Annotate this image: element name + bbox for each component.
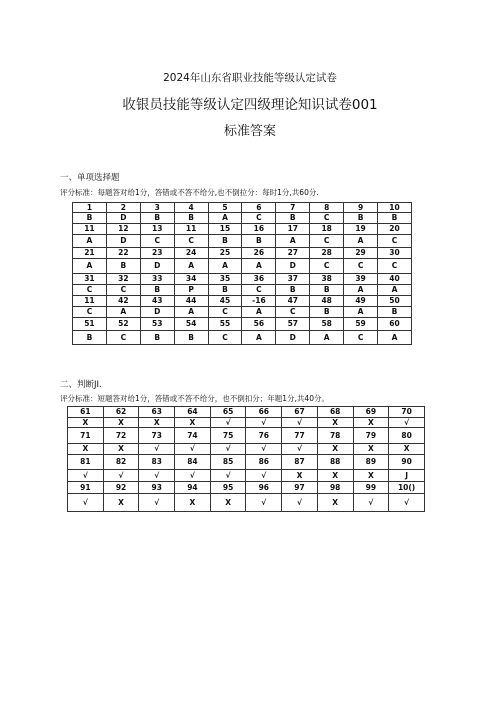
- answer-cell: √: [210, 470, 246, 482]
- answer-row: [68, 444, 425, 455]
- question-number-row: [68, 428, 425, 444]
- question-number-cell: 59: [344, 318, 378, 331]
- answer-cell: P: [174, 285, 208, 296]
- answer-cell: C: [310, 235, 344, 248]
- question-number-cell: 29: [344, 248, 378, 259]
- question-number-cell: 32: [106, 274, 140, 285]
- section-2-scoring-rule: 评分标准：短题答对给1分，答错或不答不给分，也不倒扣分；年题1分,共40分。: [60, 394, 329, 403]
- question-number-cell: 19: [344, 224, 378, 235]
- answer-cell: √: [175, 470, 211, 482]
- question-number-cell: 95: [210, 482, 246, 494]
- answer-cell: √: [246, 494, 282, 512]
- answer-cell: J: [389, 470, 425, 482]
- question-number-cell: 36: [242, 274, 276, 285]
- question-number-cell: 81: [68, 455, 104, 470]
- answer-row: [73, 307, 412, 318]
- answer-cell: A: [378, 331, 412, 345]
- answer-cell: C: [140, 235, 174, 248]
- question-number-cell: 91: [68, 482, 104, 494]
- question-number-row: [73, 203, 412, 213]
- question-number-cell: 7: [276, 203, 310, 213]
- question-number-cell: 88: [317, 455, 353, 470]
- answer-cell: X: [317, 470, 353, 482]
- question-number-cell: 27: [276, 248, 310, 259]
- question-number-cell: 9: [344, 203, 378, 213]
- answer-cell: A: [174, 307, 208, 318]
- answer-cell: D: [106, 235, 140, 248]
- answer-row: [68, 494, 425, 512]
- question-number-cell: 66: [246, 407, 282, 418]
- answer-cell: X: [353, 418, 389, 428]
- question-number-cell: 64: [175, 407, 211, 418]
- question-number-cell: 87: [282, 455, 318, 470]
- answer-cell: D: [140, 307, 174, 318]
- answer-cell: B: [310, 307, 344, 318]
- question-number-row: [73, 318, 412, 331]
- answer-cell: C: [242, 213, 276, 224]
- answer-cell: √: [389, 418, 425, 428]
- answer-cell: B: [140, 285, 174, 296]
- answer-cell: C: [310, 259, 344, 274]
- question-number-cell: 45: [208, 296, 242, 307]
- section-1-scoring-rule: 评分标准：每题答对给1分，答错或不答不给分,也不倒拉分：每时1分,共60分.: [60, 188, 319, 197]
- answer-cell: √: [282, 444, 318, 455]
- answer-cell: X: [282, 470, 318, 482]
- answer-cell: C: [276, 307, 310, 318]
- question-number-cell: 70: [389, 407, 425, 418]
- answer-cell: B: [73, 213, 107, 224]
- question-number-row: [73, 296, 412, 307]
- answer-cell: X: [68, 444, 104, 455]
- question-number-cell: 42: [106, 296, 140, 307]
- answer-cell: X: [353, 470, 389, 482]
- question-number-cell: 22: [106, 248, 140, 259]
- question-number-cell: 11: [174, 224, 208, 235]
- answer-cell: √: [139, 470, 175, 482]
- question-number-cell: 17: [276, 224, 310, 235]
- answer-cell: B: [73, 331, 107, 345]
- single-choice-answer-table: [72, 202, 412, 345]
- question-number-cell: 11: [73, 224, 107, 235]
- answer-cell: X: [210, 494, 246, 512]
- answer-cell: √: [139, 444, 175, 455]
- question-number-cell: 47: [276, 296, 310, 307]
- answer-cell: √: [68, 494, 104, 512]
- answer-cell: X: [139, 418, 175, 428]
- question-number-row: [73, 224, 412, 235]
- question-number-cell: 98: [317, 482, 353, 494]
- answer-cell: D: [106, 213, 140, 224]
- answer-cell: A: [208, 259, 242, 274]
- question-number-cell: 54: [174, 318, 208, 331]
- answer-cell: X: [175, 494, 211, 512]
- question-number-cell: 11: [73, 296, 107, 307]
- question-number-cell: 53: [140, 318, 174, 331]
- question-number-cell: 52: [106, 318, 140, 331]
- question-number-cell: 4: [174, 203, 208, 213]
- question-number-row: [73, 274, 412, 285]
- answer-row: [73, 213, 412, 224]
- question-number-cell: 82: [103, 455, 139, 470]
- exam-paper-title: 收银员技能等级认定四级理论知识试卷001: [122, 97, 378, 113]
- answer-cell: A: [242, 259, 276, 274]
- section-2-title: 二、判断JI.: [60, 380, 102, 390]
- question-number-cell: 35: [208, 274, 242, 285]
- answer-cell: X: [389, 444, 425, 455]
- question-number-cell: 5: [208, 203, 242, 213]
- question-number-cell: 60: [378, 318, 412, 331]
- question-number-cell: 75: [210, 428, 246, 444]
- answer-cell: C: [174, 235, 208, 248]
- question-number-cell: 10: [378, 203, 412, 213]
- answer-cell: C: [310, 213, 344, 224]
- question-number-cell: 55: [208, 318, 242, 331]
- question-number-cell: 97: [282, 482, 318, 494]
- answer-cell: B: [242, 235, 276, 248]
- answer-cell: √: [175, 444, 211, 455]
- answer-cell: B: [378, 213, 412, 224]
- answer-cell: C: [242, 285, 276, 296]
- answer-cell: A: [344, 307, 378, 318]
- answer-cell: A: [174, 259, 208, 274]
- answer-cell: C: [208, 331, 242, 345]
- answer-row: [73, 235, 412, 248]
- answer-cell: A: [242, 307, 276, 318]
- answer-cell: B: [174, 213, 208, 224]
- question-number-cell: 18: [310, 224, 344, 235]
- answer-cell: C: [378, 235, 412, 248]
- question-number-row: [68, 482, 425, 494]
- answer-row: [73, 331, 412, 345]
- question-number-cell: 72: [103, 428, 139, 444]
- answer-cell: A: [208, 213, 242, 224]
- answer-cell: A: [344, 235, 378, 248]
- question-number-cell: 92: [103, 482, 139, 494]
- question-number-cell: 30: [378, 248, 412, 259]
- question-number-cell: 65: [210, 407, 246, 418]
- question-number-cell: 67: [282, 407, 318, 418]
- question-number-row: [68, 407, 425, 418]
- answer-cell: √: [282, 494, 318, 512]
- answer-cell: A: [106, 307, 140, 318]
- question-number-cell: 79: [353, 428, 389, 444]
- answer-cell: B: [140, 331, 174, 345]
- answer-cell: A: [276, 235, 310, 248]
- section-1-title: 一、单项选择题: [60, 173, 120, 183]
- question-number-cell: 62: [103, 407, 139, 418]
- question-number-cell: 74: [175, 428, 211, 444]
- question-number-cell: 61: [68, 407, 104, 418]
- question-number-cell: 78: [317, 428, 353, 444]
- answer-cell: √: [246, 470, 282, 482]
- question-number-cell: 96: [246, 482, 282, 494]
- question-number-cell: 73: [139, 428, 175, 444]
- answer-row: [73, 259, 412, 274]
- question-number-cell: 8: [310, 203, 344, 213]
- answer-cell: √: [210, 418, 246, 428]
- answer-row: [68, 470, 425, 482]
- question-number-cell: 33: [140, 274, 174, 285]
- question-number-cell: 57: [276, 318, 310, 331]
- answer-cell: C: [344, 259, 378, 274]
- answer-cell: D: [140, 259, 174, 274]
- question-number-cell: 21: [73, 248, 107, 259]
- question-number-cell: 94: [175, 482, 211, 494]
- answer-cell: X: [317, 494, 353, 512]
- answer-cell: X: [103, 418, 139, 428]
- answer-cell: B: [276, 213, 310, 224]
- question-number-cell: 23: [140, 248, 174, 259]
- question-number-cell: 48: [310, 296, 344, 307]
- question-number-cell: 93: [139, 482, 175, 494]
- answer-cell: C: [73, 285, 107, 296]
- question-number-cell: 31: [73, 274, 107, 285]
- answer-cell: D: [276, 259, 310, 274]
- question-number-cell: 24: [174, 248, 208, 259]
- answer-cell: D: [276, 331, 310, 345]
- question-number-cell: 63: [139, 407, 175, 418]
- question-number-cell: 44: [174, 296, 208, 307]
- question-number-cell: 69: [353, 407, 389, 418]
- question-number-cell: 26: [242, 248, 276, 259]
- question-number-cell: 58: [310, 318, 344, 331]
- answer-cell: √: [210, 444, 246, 455]
- question-number-cell: 76: [246, 428, 282, 444]
- question-number-cell: 77: [282, 428, 318, 444]
- answer-cell: C: [344, 331, 378, 345]
- answer-cell: C: [378, 259, 412, 274]
- question-number-cell: 37: [276, 274, 310, 285]
- answer-cell: A: [378, 285, 412, 296]
- question-number-cell: 89: [353, 455, 389, 470]
- answer-cell: A: [242, 331, 276, 345]
- question-number-cell: 71: [68, 428, 104, 444]
- answer-cell: C: [106, 285, 140, 296]
- question-number-cell: 43: [140, 296, 174, 307]
- answer-cell: A: [310, 331, 344, 345]
- answer-cell: X: [103, 494, 139, 512]
- question-number-cell: 3: [140, 203, 174, 213]
- question-number-cell: 38: [310, 274, 344, 285]
- question-number-cell: 39: [344, 274, 378, 285]
- question-number-cell: 1: [73, 203, 107, 213]
- question-number-cell: 25: [208, 248, 242, 259]
- answer-cell: X: [68, 418, 104, 428]
- answer-cell: X: [175, 418, 211, 428]
- answer-cell: C: [208, 307, 242, 318]
- answer-cell: B: [208, 285, 242, 296]
- answer-cell: B: [208, 235, 242, 248]
- question-number-cell: 56: [242, 318, 276, 331]
- question-number-cell: 34: [174, 274, 208, 285]
- question-number-cell: 10(): [389, 482, 425, 494]
- answer-cell: X: [103, 444, 139, 455]
- question-number-cell: 2: [106, 203, 140, 213]
- question-number-cell: 50: [378, 296, 412, 307]
- question-number-cell: 16: [242, 224, 276, 235]
- question-number-cell: 80: [389, 428, 425, 444]
- question-number-cell: 99: [353, 482, 389, 494]
- question-number-cell: 49: [344, 296, 378, 307]
- answer-cell: B: [174, 331, 208, 345]
- question-number-cell: 85: [210, 455, 246, 470]
- answer-cell: B: [106, 259, 140, 274]
- answer-cell: X: [317, 444, 353, 455]
- question-number-cell: 90: [389, 455, 425, 470]
- question-number-cell: 84: [175, 455, 211, 470]
- question-number-cell: 86: [246, 455, 282, 470]
- answer-cell: √: [282, 418, 318, 428]
- answer-cell: B: [276, 285, 310, 296]
- question-number-cell: -16: [242, 296, 276, 307]
- answer-cell: √: [68, 470, 104, 482]
- answer-cell: A: [344, 285, 378, 296]
- answer-row: [68, 418, 425, 428]
- answer-cell: C: [106, 331, 140, 345]
- true-false-answer-table: [67, 406, 425, 512]
- question-number-cell: 40: [378, 274, 412, 285]
- answer-key-title: 标准答案: [223, 124, 276, 139]
- question-number-cell: 83: [139, 455, 175, 470]
- answer-cell: √: [389, 494, 425, 512]
- answer-cell: A: [73, 235, 107, 248]
- question-number-row: [73, 248, 412, 259]
- answer-cell: √: [139, 494, 175, 512]
- question-number-row: [68, 455, 425, 470]
- answer-cell: A: [73, 259, 107, 274]
- answer-row: [73, 285, 412, 296]
- answer-cell: B: [140, 213, 174, 224]
- question-number-cell: 68: [317, 407, 353, 418]
- question-number-cell: 13: [140, 224, 174, 235]
- question-number-cell: 15: [208, 224, 242, 235]
- answer-cell: B: [310, 285, 344, 296]
- question-number-cell: 51: [73, 318, 107, 331]
- exam-year-title: 2024年山东省职业技能等级认定试卷: [163, 72, 337, 84]
- question-number-cell: 12: [106, 224, 140, 235]
- answer-cell: X: [353, 444, 389, 455]
- question-number-cell: 28: [310, 248, 344, 259]
- question-number-cell: 6: [242, 203, 276, 213]
- question-number-cell: 20: [378, 224, 412, 235]
- answer-cell: B: [344, 213, 378, 224]
- answer-cell: √: [103, 470, 139, 482]
- answer-cell: B: [378, 307, 412, 318]
- answer-cell: C: [73, 307, 107, 318]
- answer-cell: √: [246, 418, 282, 428]
- answer-cell: √: [353, 494, 389, 512]
- answer-cell: √: [246, 444, 282, 455]
- answer-cell: X: [317, 418, 353, 428]
